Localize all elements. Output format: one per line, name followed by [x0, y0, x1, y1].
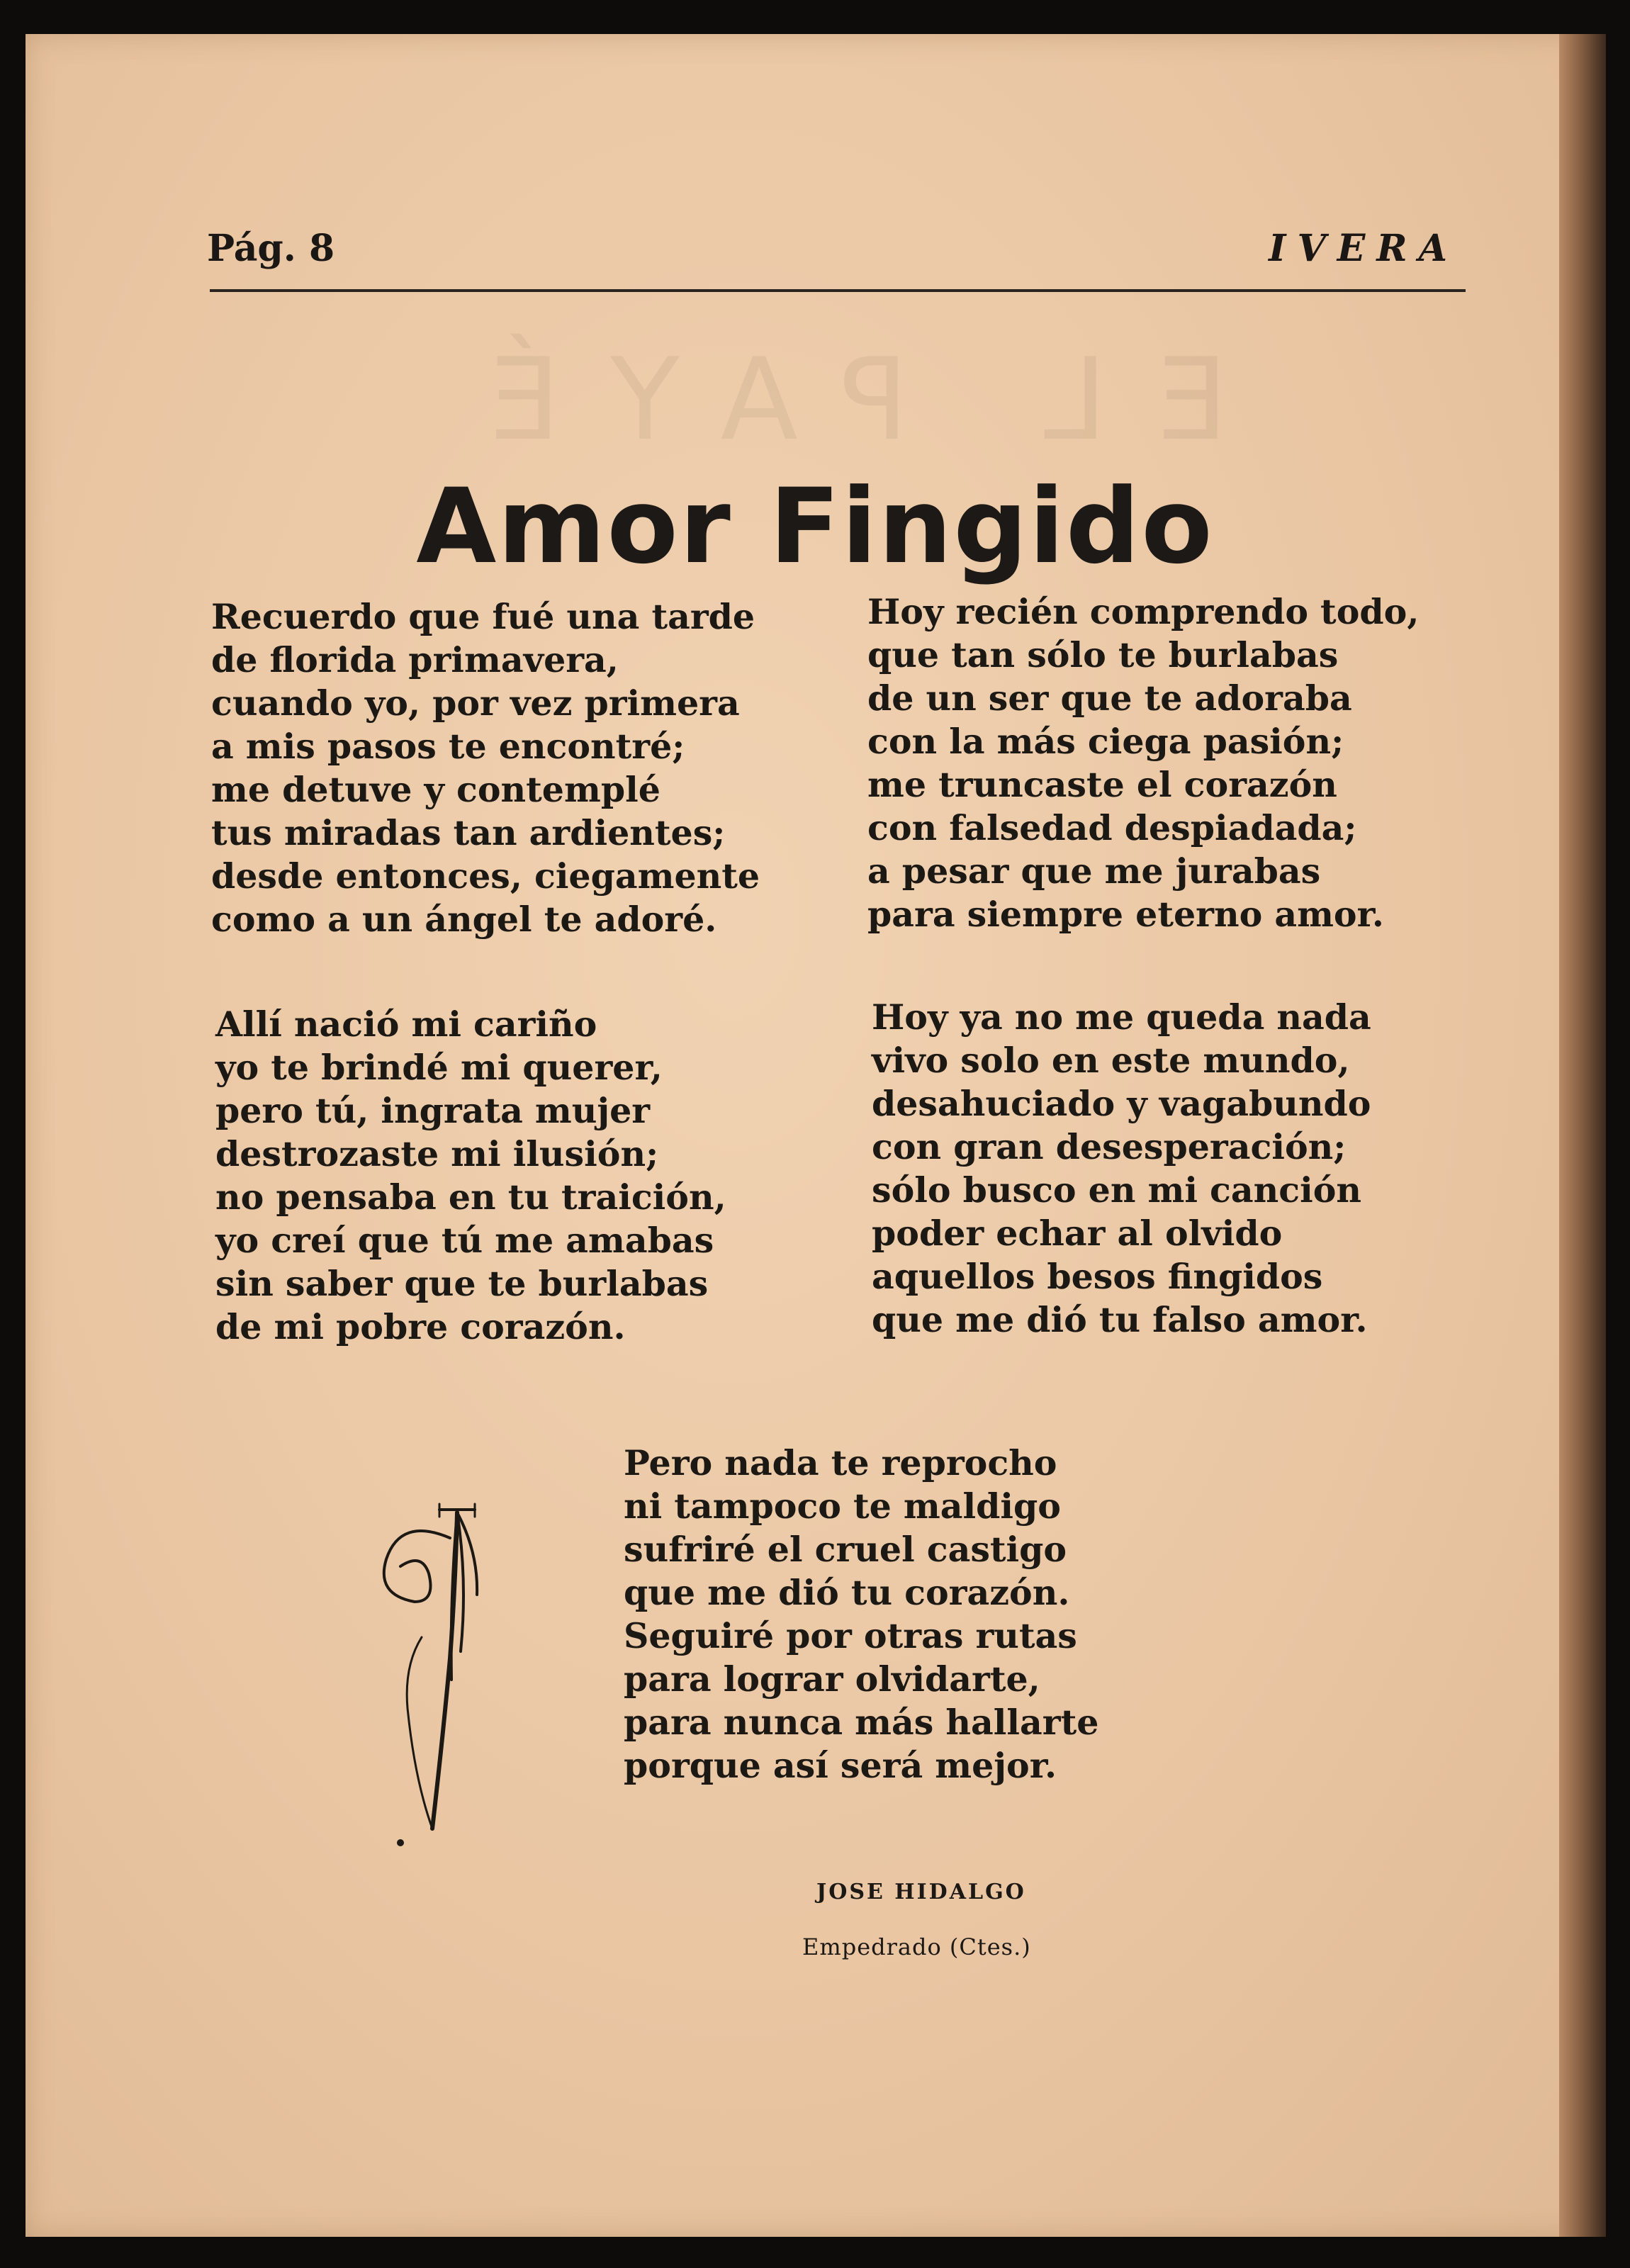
verse-line: como a un ángel te adoré.	[211, 899, 717, 940]
verse-line: pero tú, ingrata mujer	[215, 1090, 651, 1131]
verse-line: no pensaba en tu traición,	[215, 1177, 726, 1218]
ribbon-flourish-ornament	[372, 1495, 514, 1850]
verse-line: de un ser que te adoraba	[867, 678, 1352, 719]
verse-line: Hoy recién comprendo todo,	[867, 591, 1420, 632]
verse-line: cuando yo, por vez primera	[211, 683, 740, 724]
author-name: JOSE HIDALGO	[816, 1880, 1026, 1904]
verse-line: Recuerdo que fué una tarde	[211, 596, 755, 637]
verse-line: sólo busco en mi canción	[872, 1169, 1362, 1211]
verse-line: a mis pasos te encontré;	[211, 726, 685, 767]
verse-line: que me dió tu corazón.	[624, 1572, 1070, 1613]
author-location: Empedrado (Ctes.)	[802, 1933, 1031, 1960]
verse-line: ni tampoco te maldigo	[624, 1486, 1061, 1527]
page-number: Pág. 8	[207, 227, 335, 270]
header-rule	[210, 289, 1466, 292]
verse-line: desahuciado y vagabundo	[872, 1083, 1371, 1124]
verse-line: que me dió tu falso amor.	[872, 1299, 1368, 1340]
verse-line: Pero nada te reprocho	[624, 1442, 1057, 1483]
verse-line: Hoy ya no me queda nada	[872, 997, 1371, 1038]
verse-line: de florida primavera,	[211, 639, 619, 680]
verse-line: para lograr olvidarte,	[624, 1658, 1040, 1700]
verse-line: tus miradas tan ardientes;	[211, 812, 726, 853]
verse-line: vivo solo en este mundo,	[872, 1040, 1350, 1081]
verse-line: me detuve y contemplé	[211, 769, 661, 810]
stanza-4	[872, 996, 1371, 1342]
verse-line: con gran desesperación;	[872, 1126, 1347, 1167]
verse-line: yo creí que tú me amabas	[215, 1220, 714, 1261]
stanza-5	[624, 1442, 1098, 1787]
verse-line: que tan sólo te burlabas	[867, 634, 1339, 675]
verse-line: para siempre eterno amor.	[867, 894, 1384, 935]
bleed-through-ghost-text: EL PAYÉ	[439, 333, 1229, 466]
stanza-3	[215, 1003, 726, 1349]
verse-line: me truncaste el corazón	[867, 764, 1337, 805]
verse-line: destrozaste mi ilusión;	[215, 1133, 659, 1174]
verse-line: desde entonces, ciegamente	[211, 855, 760, 897]
verse-line: sufriré el cruel castigo	[624, 1529, 1067, 1570]
verse-line: a pesar que me jurabas	[867, 850, 1321, 892]
verse-line: yo te brindé mi querer,	[215, 1047, 663, 1088]
poem-title: Amor Fingido	[416, 466, 1214, 587]
verse-line: con la más ciega pasión;	[867, 721, 1344, 762]
verse-line: sin saber que te burlabas	[215, 1263, 709, 1304]
verse-line: para nunca más hallarte	[624, 1702, 1099, 1743]
page-spine	[1559, 34, 1606, 2237]
stanza-2	[867, 590, 1419, 936]
verse-line: aquellos besos fingidos	[872, 1256, 1323, 1297]
verse-line: Allí nació mi cariño	[215, 1004, 597, 1045]
stanza-1	[211, 595, 760, 941]
verse-line: de mi pobre corazón.	[215, 1306, 626, 1347]
verse-line: poder echar al olvido	[872, 1213, 1283, 1254]
verse-line: porque así será mejor.	[624, 1745, 1057, 1786]
verse-line: Seguiré por otras rutas	[624, 1615, 1077, 1656]
verse-line: con falsedad despiadada;	[867, 807, 1357, 848]
magazine-name: IVERA	[1269, 227, 1458, 270]
